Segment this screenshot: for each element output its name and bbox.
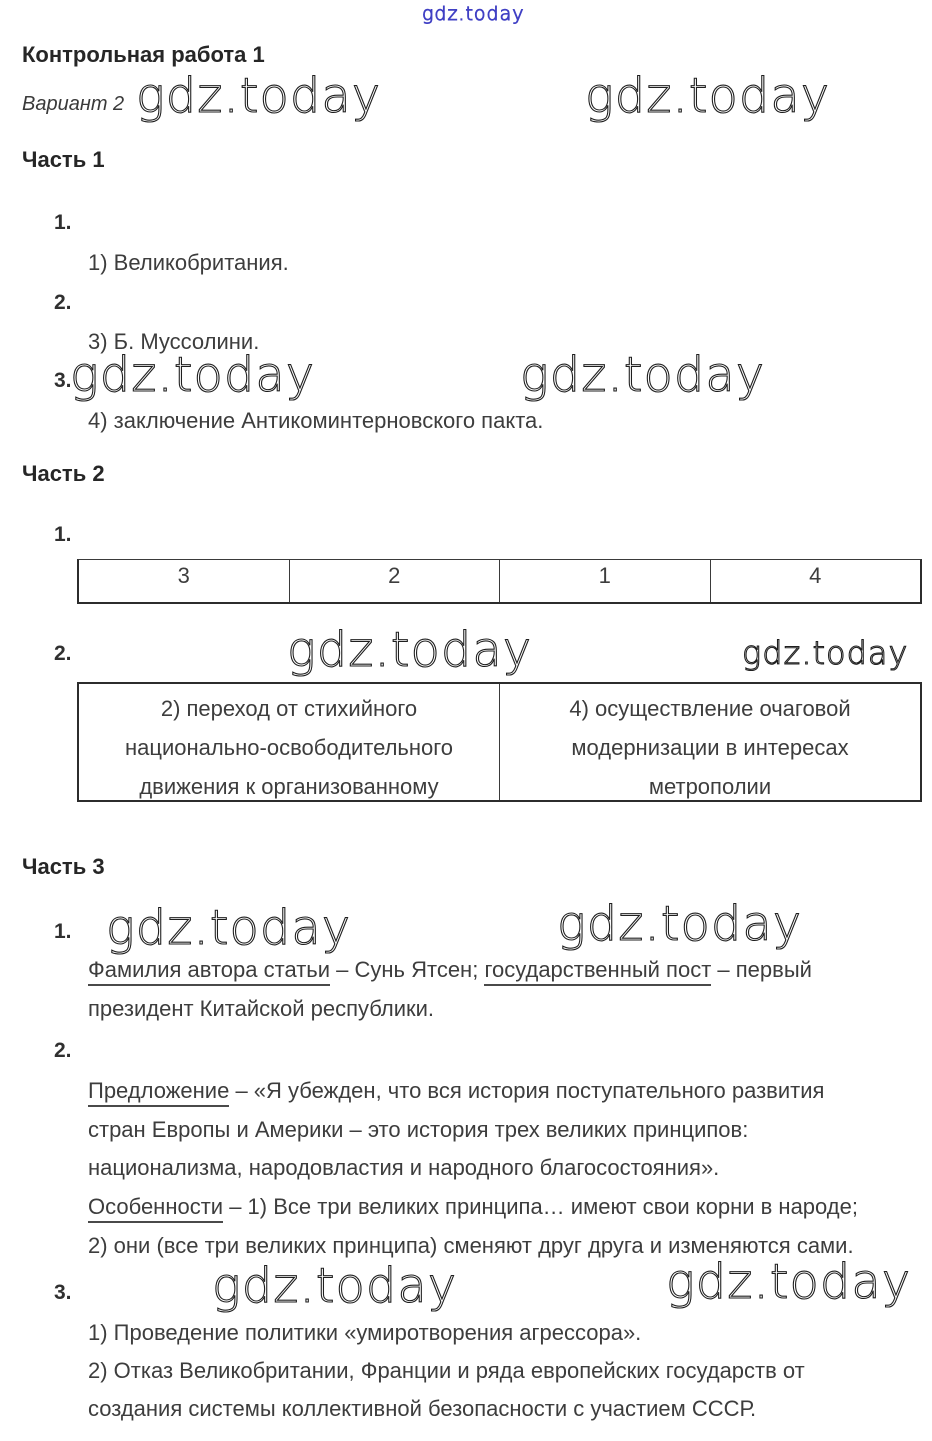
answer-line: президент Китайской республики. — [88, 996, 435, 1021]
table-cell-right — [500, 684, 920, 800]
watermark: gdz.today — [106, 900, 352, 956]
question-number: 1. — [54, 523, 72, 546]
watermark: gdz.today — [520, 347, 766, 403]
watermark-top: gdz.today — [422, 3, 525, 25]
cell-line: модернизации в интересах — [571, 735, 849, 760]
cell-line: национально-освободительного — [124, 735, 454, 760]
underlined-term: Предложение — [88, 1078, 229, 1107]
part1-heading: Часть 1 — [22, 147, 105, 172]
page-title: Контрольная работа 1 — [22, 42, 265, 67]
watermark: gdz.today — [212, 1258, 458, 1314]
watermark: gdz.today — [70, 347, 316, 403]
answer-line — [88, 1078, 824, 1104]
answer-text: – первый — [711, 957, 812, 982]
underlined-term: Особенности — [88, 1194, 223, 1223]
watermark: gdz.today — [557, 896, 803, 952]
question-number: 1. — [54, 211, 72, 234]
underlined-term: государственный пост — [484, 957, 711, 986]
underlined-term: Фамилия автора статьи — [88, 957, 330, 986]
table-cell: 4 — [809, 563, 822, 588]
answer-text: – «Я убежден, что вся история поступательного развития — [229, 1078, 825, 1103]
question-number: 3. — [54, 1281, 72, 1304]
watermark: gdz.today — [666, 1254, 912, 1310]
question-number: 2. — [54, 291, 72, 314]
answer-line: создания системы коллективной безопасности с участием СССР. — [88, 1396, 757, 1421]
answer-text: – Сунь Ятсен; — [330, 957, 485, 982]
answer-text: – 1) Все три великих принципа… имеют свои корни в народе; — [223, 1194, 858, 1219]
cell-line: метрополии — [648, 774, 772, 799]
answers-table — [77, 559, 922, 604]
answer-line: 1) Проведение политики «умиротворения агрессора». — [88, 1320, 642, 1345]
part3-heading: Часть 3 — [22, 854, 105, 879]
answer-line: национализма, народовластия и народного благосостояния». — [88, 1155, 720, 1180]
table-cell: 1 — [500, 560, 711, 602]
question-number: 2. — [54, 642, 72, 665]
answer-line: 2) они (все три великих принципа) сменяют друг друга и изменяются сами. — [88, 1233, 854, 1258]
answer-line — [88, 957, 812, 983]
question-number: 2. — [54, 1039, 72, 1062]
answer-text: 4) заключение Антикоминтерновского пакта. — [88, 408, 544, 433]
answer-text: 3) Б. Муссолини. — [88, 329, 260, 354]
question-number: 1. — [54, 920, 72, 943]
answer-line: 2) Отказ Великобритании, Франции и ряда европейских государств от — [88, 1358, 805, 1383]
part2-heading: Часть 2 — [22, 461, 105, 486]
cell-line: движения к организованному — [139, 774, 439, 799]
answer-text: 1) Великобритания. — [88, 250, 289, 275]
table-cell: 3 — [79, 560, 290, 602]
watermark: gdz.today — [585, 68, 831, 124]
match-table — [77, 682, 922, 802]
cell-line: 4) осуществление очаговой — [569, 696, 851, 721]
table-cell-left — [79, 684, 500, 800]
table-cell: 2 — [290, 560, 501, 602]
watermark: gdz.today — [287, 622, 533, 678]
answer-line — [88, 1194, 858, 1220]
cell-line: 2) переход от стихийного — [160, 696, 418, 721]
watermark: gdz.today — [742, 634, 909, 672]
variant-label: Вариант 2 — [22, 93, 125, 115]
answer-line: стран Европы и Америки – это история трех великих принципов: — [88, 1117, 749, 1142]
watermark: gdz.today — [136, 68, 382, 124]
question-number: 3. — [54, 369, 72, 392]
